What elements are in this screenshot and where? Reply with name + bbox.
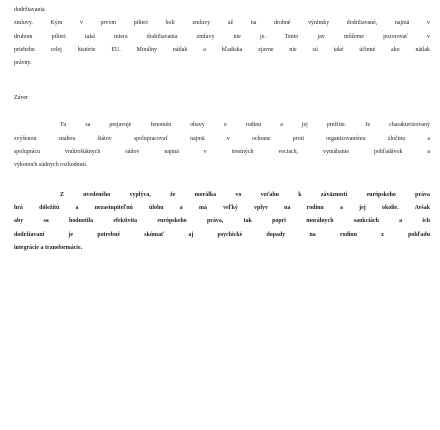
paragraph-2-line: spoluprácu vnútroštátnych súdov najmä v trestných veciach, vymáhanie pohľadávok a bbox=[14, 149, 430, 156]
paragraph-3-line: integrácie a transformácie. bbox=[14, 244, 83, 251]
paragraph-1-line: zmluvy. Kým v prvom pilieri boli zmluvy až na drobné výnimky dodržiavané, najmä v bbox=[14, 20, 430, 27]
paragraph-3-line: aby sa hodnotila efektivita európskeho práva, tak popri morálnych sankciách a ich bbox=[14, 218, 430, 225]
paragraph-3-line: dodržiavaní je potrebné skúmať aj psychické dopady na rodinu z pohľadu bbox=[14, 231, 430, 238]
paragraph-1-line: právny. bbox=[14, 60, 32, 67]
paragraph-1-line: priebehu celej histórie EU. Morálny nátlak a hľadiska zjavne nie sú také účinné ako nátlak bbox=[14, 46, 430, 53]
spacer bbox=[14, 173, 430, 189]
paragraph-1 bbox=[14, 17, 430, 70]
spacer bbox=[14, 105, 430, 119]
paragraph-2-line: Tu sa prejavuje fenomén obavy o rodinu a jej prežitie. Je charakterizovaný bbox=[60, 122, 430, 129]
text-line-top-fragment: dodržiavania bbox=[14, 7, 45, 13]
paragraph-1-line: druhom pilieri taká miera dodržiavania zmluvy nie je. Tento jav môžeme pozorovať v bbox=[14, 33, 430, 40]
section-heading: Záver bbox=[14, 95, 28, 102]
paragraph-3-line: Z uvedeného vyplýva, že morálka vo vzťahu k záväznosti európskeho práva bbox=[60, 191, 430, 198]
spacer bbox=[14, 70, 430, 92]
paragraph-3-line: hrá dôležitú a nezastupiteľnú úlohu a má veľký vplyv na rodinu a jej okolie. Avšak bbox=[14, 204, 430, 211]
paragraph-3 bbox=[14, 189, 430, 255]
paragraph-2 bbox=[14, 119, 430, 172]
paragraph-2-line: zvýšenou snahou štátov spolupracovať najmä v ochrane proti organizovanému zločinu a bbox=[14, 135, 430, 142]
paragraph-2-line: výkonoch súdnych rozhodnutí. bbox=[14, 162, 88, 169]
